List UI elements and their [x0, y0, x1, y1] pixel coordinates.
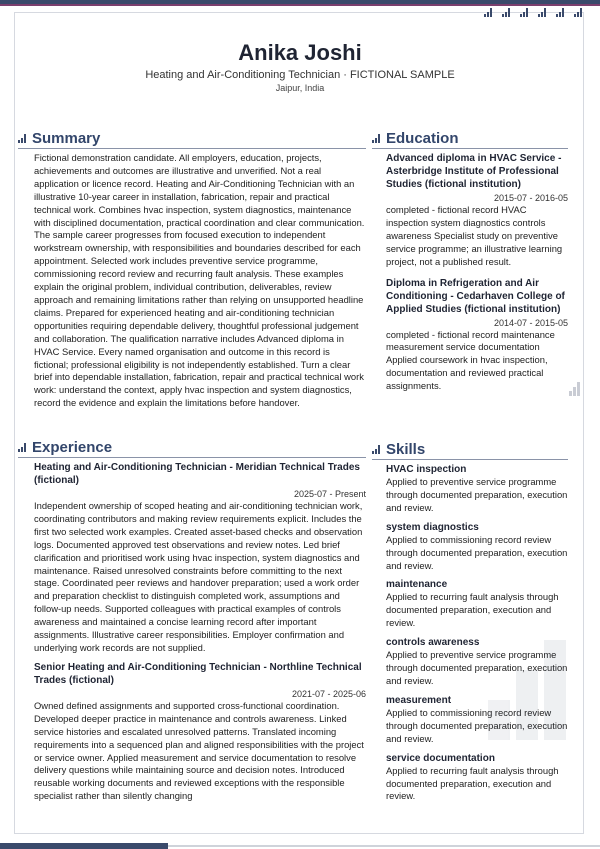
bar-chart-icon — [538, 8, 546, 17]
skills-heading — [372, 441, 568, 460]
skill-name: controls awareness — [386, 637, 480, 649]
top-accent-stripe — [0, 4, 600, 6]
bar-chart-icon — [372, 135, 380, 143]
skill-item — [372, 521, 568, 573]
header-decoration — [484, 8, 582, 17]
skill-description: Applied to commissioning record review through documented preparation, execution and review. — [386, 533, 568, 571]
skill-description: Applied to recurring fault analysis through documented preparation, execution and review. — [386, 764, 559, 802]
job-title: Senior Heating and Air-Conditioning Technician - Northline Technical Trades (fictional) — [34, 661, 362, 686]
skill-name: HVAC inspection — [386, 464, 467, 475]
bar-chart-icon — [372, 446, 380, 454]
job-dates: 2021-07 - 2025-06 — [291, 688, 366, 699]
skill-description: Applied to recurring fault analysis through documented preparation, execution and review. — [386, 591, 559, 629]
job-description: Owned defined assignments and supported cross-functional coordination. Developed deeper practice in maintenance and controls awareness. Linked service histories and escalated unresolved patterns. Translated incoming requirements into a sequenced plan and aligned responsibilities with the project or service owner. Applied measurement and service documentation to resolve delivery questions while maintaining source and decision notes. Introduced reusable working documents and reviewed exceptions with the responsible specialist rather than silently changing — [34, 699, 364, 802]
summary-section — [18, 130, 366, 410]
degree-description: completed - fictional record HVAC inspection system diagnostics controls awareness Specialist study on preventive service programme; an illustrative learning project, not a published result. — [386, 204, 563, 267]
degree-description: completed - fictional record maintenance measurement service documentation Applied coursework in hvac inspection, documentation and reviewed practical assignments. — [386, 328, 555, 392]
candidate-name: Anika Joshi — [238, 40, 362, 65]
experience-section — [18, 439, 366, 809]
skill-item — [372, 578, 568, 630]
summary-text: Fictional demonstration candidate. All employers, education, projects, achievements and outcomes are illustrative and unverified. Not a real application or licence record. Heating and Air-Conditioning Technician with an illustrative 10-year career in installation, fabrication, repair and practical technical work. Combines hvac inspection, system diagnostics, maintenance with disciplined documentation, practical coordination and clear communication. The sample career progresses from focused execution to independent workstream ownership, with responsibilities and boundaries described for each appointment. Selected work includes preventive service programme, commissioning record review and recurring fault analysis. These examples explain the original problem, individual contribution, deliverables, review approach and remaining limitations rather than relying on unsupported headline claims. Prepared for experienced heating and air-conditioning technician opportunities requiring dependable delivery, thoughtful professional judgement and collaboration. The qualification narrative includes Advanced diploma in HVAC Service. Every named organisation and outcome in this record is fictional; professional eligibility is not independently established. Turn a clear brief into dependable installation, fabrication, repair and practical technical work work: understand the context, apply hvac inspection and system diagnostics, record the evidence and explain the limitations before handover. — [34, 152, 365, 409]
bar-chart-icon — [502, 8, 510, 17]
candidate-title: Heating and Air-Conditioning Technician · FICTIONAL SAMPLE — [145, 69, 455, 81]
skills-section — [372, 441, 568, 809]
bar-chart-icon — [18, 444, 26, 452]
skill-item — [372, 463, 568, 515]
bottom-rule — [168, 845, 600, 847]
bar-chart-icon — [574, 8, 582, 17]
education-entry — [372, 152, 568, 269]
experience-entry — [18, 461, 366, 655]
education-heading — [372, 130, 568, 149]
degree-dates: 2015-07 - 2016-05 — [493, 193, 568, 203]
degree-dates: 2014-07 - 2015-05 — [493, 317, 568, 328]
education-section — [372, 130, 568, 401]
bottom-accent-bar — [0, 843, 168, 849]
degree-title: Diploma in Refrigeration and Air Conditioning - Cedarhaven College of Applied Studies (fictional institution) — [386, 277, 565, 315]
job-description: Independent ownership of scoped heating and air-conditioning technician work, coordinating contributors and making review requirements explicit. Includes the first two selected work examples. Created asset-based checks and observation logs. Documented approved test observations and review notes. Led brief clarification and prioritised work using hvac inspection, system diagnostics and maintenance. Raised unresolved constraints before committing to the next stage. Coordinated peer reviews and handover preparation; used a work order and preparation checklist to distinguish completed work, assumptions and follow-up needs. Supported colleagues with practical examples of controls awareness and maintained a concise learning record after important assignments. Illustrative career responsibilities. Employer confirmation and underlying work records are not supplied. — [34, 500, 363, 653]
education-title: Education — [386, 130, 459, 147]
bar-chart-icon — [520, 8, 528, 17]
skill-name: measurement — [386, 694, 452, 706]
degree-title: Advanced diploma in HVAC Service - Asterbridge Institute of Professional Studies (fictional institution) — [386, 153, 562, 190]
skill-name: maintenance — [386, 579, 448, 591]
skill-description: Applied to commissioning record review through documented preparation, execution and review. — [386, 706, 568, 744]
skill-name: service documentation — [386, 752, 495, 764]
bar-chart-icon — [484, 8, 492, 17]
side-decoration — [569, 382, 580, 401]
summary-heading — [18, 130, 366, 149]
job-title: Heating and Air-Conditioning Technician - Meridian Technical Trades (fictional) — [34, 462, 360, 486]
skill-description: Applied to preventive service programme through documented preparation, execution and review. — [386, 476, 568, 513]
summary-title: Summary — [32, 130, 101, 147]
experience-title: Experience — [32, 439, 113, 456]
education-entry — [372, 277, 568, 394]
experience-heading — [18, 439, 366, 458]
skills-title: Skills — [386, 441, 426, 458]
skill-description: Applied to preventive service programme through documented preparation, execution and review. — [386, 649, 568, 686]
experience-entry — [18, 661, 366, 803]
watermark-bar-chart-icon — [488, 640, 566, 740]
bar-chart-icon — [569, 382, 580, 396]
bar-chart-icon — [18, 135, 26, 143]
skill-name: system diagnostics — [386, 521, 479, 533]
job-dates: 2025-07 - Present — [293, 489, 366, 499]
bar-chart-icon — [556, 8, 564, 17]
skill-item — [372, 752, 568, 804]
resume-header — [0, 40, 600, 93]
candidate-location: Jaipur, India — [275, 83, 325, 93]
